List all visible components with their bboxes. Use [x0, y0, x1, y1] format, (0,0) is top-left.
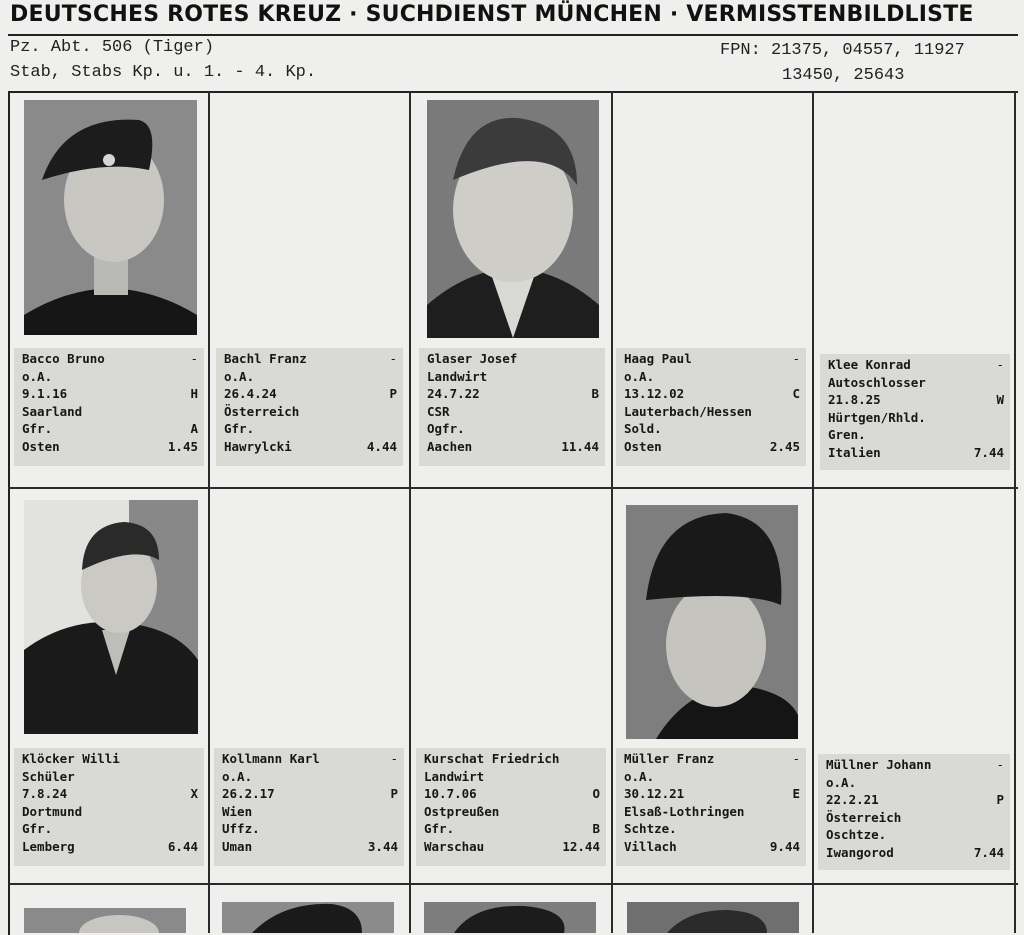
grid-divider — [409, 91, 411, 933]
status-mark: - — [389, 351, 397, 366]
last-date: 7.44 — [973, 844, 1004, 860]
occupation: o.A. — [624, 368, 655, 384]
home-region: Österreich — [826, 809, 902, 825]
status-mark: - — [190, 351, 198, 366]
occupation: o.A. — [222, 768, 253, 784]
last-date: 1.45 — [167, 438, 198, 454]
portrait-image — [424, 902, 596, 933]
grid-divider — [1014, 91, 1016, 933]
status-mark: - — [390, 751, 398, 766]
portrait-image — [427, 100, 599, 338]
home-region: Hürtgen/Rhld. — [828, 409, 926, 425]
home-region: Lauterbach/Hessen — [624, 403, 752, 419]
birth-date: 26.4.24 — [224, 386, 277, 401]
occupation: Schüler — [22, 768, 75, 784]
classification-code: W — [996, 392, 1004, 407]
last-location: Italien — [828, 444, 881, 460]
person-card — [214, 748, 404, 866]
birth-date: 21.8.25 — [828, 392, 881, 407]
occupation: o.A. — [224, 368, 255, 384]
last-date: 3.44 — [367, 838, 398, 854]
status-mark: - — [996, 357, 1004, 372]
last-location: Osten — [22, 438, 60, 454]
last-location: Iwangorod — [826, 844, 894, 860]
fieldpost-numbers-continued: 13450, 25643 — [782, 66, 905, 85]
last-date: 4.44 — [366, 438, 397, 454]
grid-divider — [611, 91, 613, 933]
military-rank: Oschtze. — [826, 827, 887, 842]
classification-code: E — [792, 786, 800, 801]
person-card — [820, 354, 1010, 470]
last-location: Osten — [624, 438, 662, 454]
classification-code: X — [190, 786, 198, 801]
occupation: o.A. — [22, 368, 53, 384]
classification-code: P — [389, 386, 397, 401]
person-card — [419, 348, 605, 466]
home-region: Saarland — [22, 403, 83, 419]
occupation: o.A. — [826, 774, 857, 790]
home-region: Österreich — [224, 403, 300, 419]
portrait-photo-partial — [424, 902, 596, 933]
person-card — [216, 348, 403, 466]
portrait-image — [24, 500, 198, 734]
portrait-image — [627, 902, 799, 933]
occupation: o.A. — [624, 768, 655, 784]
fieldpost-numbers: FPN: 21375, 04557, 11927 — [720, 41, 965, 60]
military-rank: Ogfr. — [427, 421, 465, 436]
military-rank: Schtze. — [624, 821, 677, 836]
grid-divider — [812, 91, 814, 933]
military-rank: Sold. — [624, 421, 662, 436]
portrait-photo-kloecker — [24, 500, 198, 734]
classification-code: P — [390, 786, 398, 801]
military-rank: Gren. — [828, 427, 866, 442]
status-mark: - — [792, 351, 800, 366]
home-region: Dortmund — [22, 803, 83, 819]
last-date: 11.44 — [561, 438, 599, 454]
birth-date: 10.7.06 — [424, 786, 477, 801]
portrait-image — [222, 902, 394, 933]
military-rank: Gfr. — [224, 421, 255, 436]
last-location: Lemberg — [22, 838, 75, 854]
person-card — [616, 748, 806, 866]
person-card — [416, 748, 606, 866]
portrait-image — [626, 505, 798, 739]
classification-code: P — [996, 792, 1004, 807]
person-name: Klee Konrad — [828, 357, 911, 372]
last-location: Hawrylcki — [224, 438, 292, 454]
grid-row-divider — [8, 487, 1018, 489]
military-rank: Gfr. — [22, 821, 53, 836]
classification-code: B — [591, 386, 599, 401]
rank-code: B — [592, 821, 600, 836]
birth-date: 26.2.17 — [222, 786, 275, 801]
portrait-photo-partial — [222, 902, 394, 933]
unit-name: Pz. Abt. 506 (Tiger) — [10, 38, 215, 57]
person-name: Bachl Franz — [224, 351, 307, 366]
birth-date: 30.12.21 — [624, 786, 685, 801]
birth-date: 13.12.02 — [624, 386, 685, 401]
status-mark: - — [996, 757, 1004, 772]
person-name: Bacco Bruno — [22, 351, 105, 366]
portrait-image — [24, 908, 186, 933]
home-region: Elsaß-Lothringen — [624, 803, 745, 819]
portrait-photo-bacco — [24, 100, 197, 335]
grid-row-divider — [8, 883, 1018, 885]
last-location: Warschau — [424, 838, 485, 854]
person-card — [14, 348, 204, 466]
title-rule — [8, 34, 1018, 36]
last-date: 7.44 — [973, 444, 1004, 460]
person-card — [818, 754, 1010, 870]
person-name: Müller Franz — [624, 751, 715, 766]
grid-divider — [208, 91, 210, 933]
occupation: Autoschlosser — [828, 374, 926, 390]
home-region: CSR — [427, 403, 450, 419]
last-location: Aachen — [427, 438, 473, 454]
last-date: 9.44 — [769, 838, 800, 854]
home-region: Ostpreußen — [424, 803, 500, 819]
last-date: 6.44 — [167, 838, 198, 854]
unit-companies: Stab, Stabs Kp. u. 1. - 4. Kp. — [10, 63, 317, 82]
birth-date: 9.1.16 — [22, 386, 68, 401]
person-name: Glaser Josef — [427, 351, 518, 366]
classification-code: O — [592, 786, 600, 801]
birth-date: 24.7.22 — [427, 386, 480, 401]
person-name: Kurschat Friedrich — [424, 751, 560, 766]
portrait-photo-partial — [24, 908, 186, 933]
portrait-photo-glaser — [427, 100, 599, 338]
portrait-photo-mueller — [626, 505, 798, 739]
home-region: Wien — [222, 803, 253, 819]
classification-code: C — [792, 386, 800, 401]
portrait-photo-partial — [627, 902, 799, 933]
person-name: Haag Paul — [624, 351, 692, 366]
last-location: Villach — [624, 838, 677, 854]
birth-date: 22.2.21 — [826, 792, 879, 807]
person-card — [14, 748, 204, 866]
occupation: Landwirt — [427, 368, 488, 384]
last-date: 12.44 — [562, 838, 600, 854]
occupation: Landwirt — [424, 768, 485, 784]
military-rank: Gfr. — [424, 821, 455, 836]
last-date: 2.45 — [769, 438, 800, 454]
portrait-image — [24, 100, 197, 335]
classification-code: H — [190, 386, 198, 401]
military-rank: Uffz. — [222, 821, 260, 836]
status-mark: - — [792, 751, 800, 766]
military-rank: Gfr. — [22, 421, 53, 436]
person-name: Kollmann Karl — [222, 751, 320, 766]
birth-date: 7.8.24 — [22, 786, 68, 801]
person-name: Müllner Johann — [826, 757, 932, 772]
person-card — [616, 348, 806, 466]
rank-code: A — [190, 421, 198, 436]
person-name: Klöcker Willi — [22, 751, 120, 766]
page-title: DEUTSCHES ROTES KREUZ · SUCHDIENST MÜNCHEN · VERMISSTENBILDLISTE — [10, 2, 974, 27]
last-location: Uman — [222, 838, 253, 854]
